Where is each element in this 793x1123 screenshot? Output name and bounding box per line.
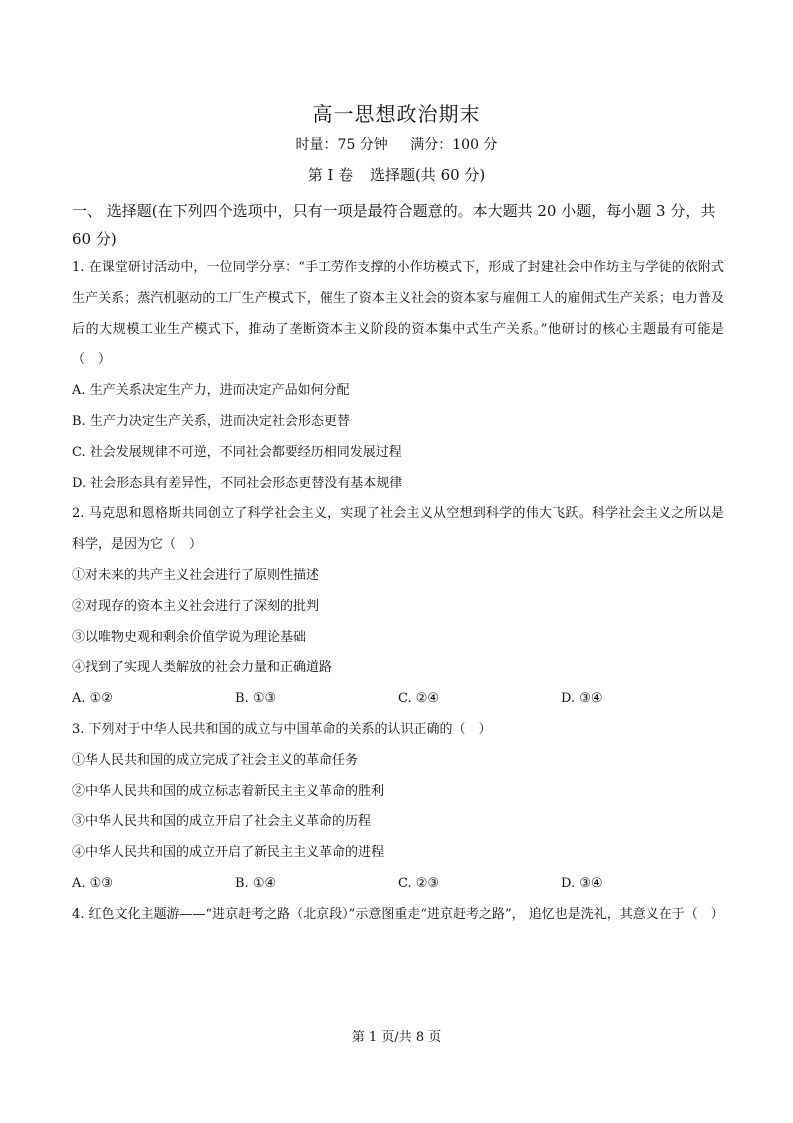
answer-options bbox=[72, 684, 724, 715]
exam-content bbox=[72, 197, 724, 931]
option-a: A. ①③ bbox=[72, 875, 113, 891]
volume-heading bbox=[0, 164, 793, 185]
question-2 bbox=[72, 499, 724, 715]
option-b: B. 生产力决定生产关系，进而决定社会形态更替 bbox=[72, 413, 350, 429]
statement-item: ②对现存的资本主义社会进行了深刻的批判 bbox=[72, 598, 320, 614]
volume-title: 选择题(共 60 分) bbox=[369, 166, 486, 184]
option-d: D. ③④ bbox=[561, 875, 603, 891]
page-number: 第 1 页/共 8 页 bbox=[351, 1030, 442, 1045]
question-3 bbox=[72, 715, 724, 900]
option-d: D. ③④ bbox=[561, 691, 603, 707]
option-a: A. ①② bbox=[72, 691, 113, 707]
statement-item: ①对未来的共产主义社会进行了原则性描述 bbox=[72, 567, 320, 583]
question-4 bbox=[72, 900, 724, 931]
option-a: A. 生产关系决定生产力，进而决定产品如何分配 bbox=[72, 383, 350, 399]
exam-score: 满分：100 分 bbox=[410, 137, 498, 153]
statement-item: ④中华人民共和国的成立开启了新民主主义革命的进程 bbox=[72, 845, 385, 861]
option-c: C. ②④ bbox=[398, 691, 440, 707]
question-stem: 1. 在课堂研讨活动中，一位同学分享：“手工劳作支撑的小作坊模式下，形成了封建社会中作坊主与学徒的依附式生产关系；蒸汽机驱动的工厂生产模式下，催生了资本主义社会的资本家与雇佣工人的雇佣式生产关系；电力普及后的大规模工业生产模式下，推动了垄断资本主义阶段的资本集中式生产关系。”他研讨的核心主题最有可能是（ ） bbox=[72, 260, 724, 368]
exam-time: 时量：75 分钟 bbox=[295, 137, 388, 153]
exam-meta bbox=[0, 134, 793, 154]
statement-item: ④找到了实现人类解放的社会力量和正确道路 bbox=[72, 660, 333, 676]
statement-item: ③以唯物史观和剩余价值学说为理论基础 bbox=[72, 629, 307, 645]
section-heading: 一、 选择题(在下列四个选项中，只有一项是最符合题意的。本大题共 20 小题，每小题 3 分，共 60 分) bbox=[72, 202, 716, 248]
option-c: C. ②③ bbox=[398, 875, 440, 891]
statement-item: ①华人民共和国的成立完成了社会主义的革命任务 bbox=[72, 752, 359, 768]
answer-options bbox=[72, 869, 724, 900]
question-stem: 3. 下列对于中华人民共和国的成立与中国革命的关系的认识正确的（ ） bbox=[72, 721, 492, 737]
exam-title: 高一思想政治期末 bbox=[312, 102, 481, 126]
statement-item: ②中华人民共和国的成立标志着新民主主义革命的胜利 bbox=[72, 783, 385, 799]
volume-label: 第 I 卷 bbox=[307, 166, 354, 184]
question-stem: 4. 红色文化主题游——“进京赶考之路（北京段）”示意图重走“进京赶考之路”， 追忆也是洗礼，其意义在于（ ） bbox=[72, 906, 724, 922]
option-b: B. ①③ bbox=[235, 691, 277, 707]
statement-item: ③中华人民共和国的成立开启了社会主义革命的历程 bbox=[72, 814, 372, 830]
question-1 bbox=[72, 253, 724, 499]
option-b: B. ①④ bbox=[235, 875, 277, 891]
option-d: D. 社会形态具有差异性，不同社会形态更替没有基本规律 bbox=[72, 475, 403, 491]
question-stem: 2. 马克思和恩格斯共同创立了科学社会主义，实现了社会主义从空想到科学的伟大飞跃。科学社会主义之所以是科学，是因为它（ ） bbox=[72, 506, 724, 553]
option-c: C. 社会发展规律不可逆，不同社会都要经历相同发展过程 bbox=[72, 444, 402, 460]
